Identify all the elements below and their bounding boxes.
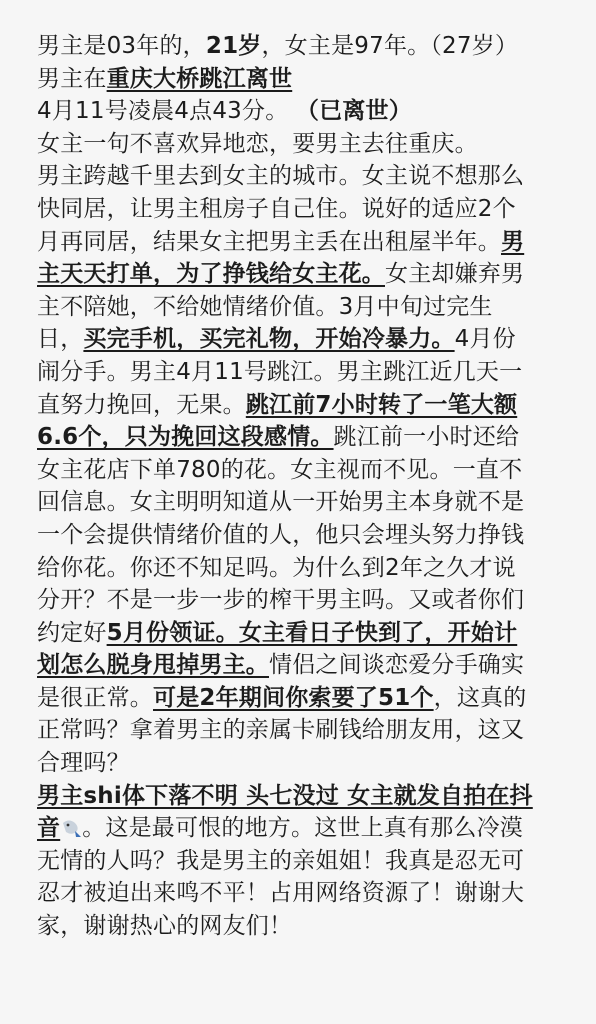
highlighted-text: 男主shi体下落不明 头七没过 女主就发自拍在抖 xyxy=(37,782,533,809)
text-segment: 4月份 xyxy=(454,326,516,353)
highlighted-text: 重庆大桥跳江离世 xyxy=(106,65,293,92)
highlighted-text: 划怎么脱身甩掉男主。 xyxy=(37,652,269,679)
text-line xyxy=(37,845,586,878)
fish-icon xyxy=(60,816,82,838)
text-line xyxy=(37,356,586,389)
highlighted-text: 音 xyxy=(37,815,61,842)
text-segment: 男主是03年的， xyxy=(37,33,206,59)
text-segment: 直努力挽回，无果。 xyxy=(37,391,246,418)
text-segment: 女主却嫌弃男 xyxy=(385,261,525,288)
highlighted-text: 可是2年期间你索要了51个 xyxy=(153,684,434,711)
text-segment: 4月11号凌晨4点43分。 xyxy=(37,98,296,125)
text-segment: 正常吗？拿着男主的亲属卡刷钱给朋友用，这又 xyxy=(37,717,525,744)
text-segment: 快同居，让男主租房子自己住。说好的适应2个 xyxy=(37,195,516,222)
text-segment: ，女主是97年。（27岁） xyxy=(261,33,519,59)
text-segment: 情侣之间谈恋爱分手确实 xyxy=(269,652,525,679)
text-line xyxy=(37,63,586,96)
highlighted-text: 5月份领证。女主看日子快到了，开始计 xyxy=(106,619,518,646)
text-segment: 分开？不是一步一步的榨干男主吗。又或者你们 xyxy=(37,587,525,614)
text-line xyxy=(37,617,586,650)
text-segment: 忍才被迫出来鸣不平！占用网络资源了！谢谢大 xyxy=(37,880,525,907)
text-segment: ，这真的 xyxy=(433,684,527,711)
text-segment: 男主在 xyxy=(37,65,107,92)
text-line xyxy=(37,649,586,682)
bold-text: （已离世） xyxy=(295,98,412,125)
text-line xyxy=(37,95,586,128)
text-segment: 男主跨越千里去到女主的城市。女主说不想那么 xyxy=(37,163,525,190)
text-line xyxy=(37,552,586,585)
text-segment: 给你花。你还不知足吗。为什么到2年之久才说 xyxy=(37,554,516,581)
text-line xyxy=(37,128,586,161)
text-line xyxy=(37,291,586,324)
text-segment: 跳江前一小时还给 xyxy=(333,424,520,451)
text-line xyxy=(37,584,586,617)
text-line xyxy=(37,714,586,747)
text-segment: 家，谢谢热心的网友们！ xyxy=(37,913,293,940)
text-line xyxy=(37,486,586,519)
text-line xyxy=(37,877,586,910)
highlighted-text: 男 xyxy=(501,228,525,255)
bold-text: 21岁 xyxy=(205,33,262,59)
text-line xyxy=(37,812,586,845)
text-line xyxy=(37,323,586,356)
text-segment: 女主一句不喜欢异地恋，要男主去往重庆。 xyxy=(37,130,478,157)
text-line xyxy=(37,519,586,552)
text-line xyxy=(37,389,586,422)
text-segment: 闹分手。男主4月11号跳江。男主跳江近几天一 xyxy=(37,358,523,385)
text-segment: 一个会提供情绪价值的人，他只会埋头努力挣钱 xyxy=(37,521,525,548)
text-line xyxy=(37,780,586,813)
highlighted-text: 6.6个，只为挽回这段感情。 xyxy=(37,424,334,451)
highlighted-text: 主天天打单，为了挣钱给女主花。 xyxy=(37,261,385,288)
text-segment: 合理吗？ xyxy=(37,750,130,777)
text-line xyxy=(37,747,586,780)
text-line xyxy=(37,421,586,454)
text-segment: 。这是最可恨的地方。这世上真有那么冷漠 xyxy=(82,815,524,842)
text-line xyxy=(37,30,586,63)
text-segment: 约定好 xyxy=(37,619,107,646)
text-segment: 无情的人吗？我是男主的亲姐姐！我真是忍无可 xyxy=(37,847,525,874)
text-segment: 回信息。女主明明知道从一开始男主本身就不是 xyxy=(37,489,525,516)
text-segment: 是很正常。 xyxy=(37,684,153,711)
text-line xyxy=(37,226,586,259)
text-segment: 日， xyxy=(37,326,84,353)
text-line xyxy=(37,258,586,291)
text-line xyxy=(37,193,586,226)
text-line xyxy=(37,160,586,193)
highlighted-text: 跳江前7小时转了一笔大额 xyxy=(245,391,518,418)
highlighted-text: 买完手机，买完礼物，开始冷暴力。 xyxy=(83,326,455,353)
text-line xyxy=(37,910,586,943)
text-line xyxy=(37,682,586,715)
text-line xyxy=(37,454,586,487)
text-segment: 月再同居，结果女主把男主丢在出租屋半年。 xyxy=(37,228,501,255)
text-segment: 女主花店下单780的花。女主视而不见。一直不 xyxy=(37,456,523,483)
text-segment: 主不陪她，不给她情绪价值。3月中旬过完生 xyxy=(37,293,493,320)
